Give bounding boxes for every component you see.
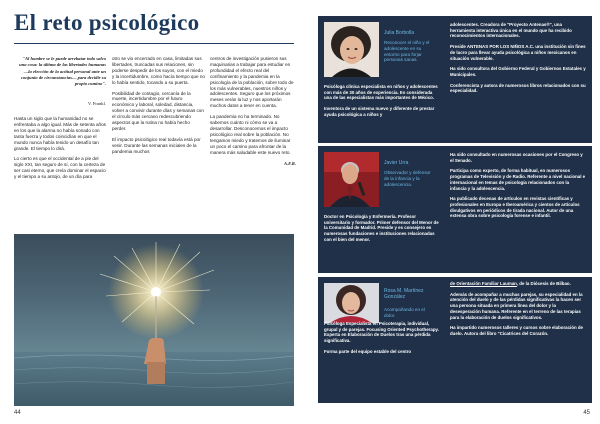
page-number-right: 45 [583,410,590,416]
bio-text-left [324,321,439,360]
bio-tagline: Reconocer el niño y el adolescente en su entorno para forjar personas sanas. [384,40,430,63]
article-column-2 [112,56,205,160]
paragraph: centros de investigación pusieron sus maquinarias a trabajar para estudiar en profundidad el efecto real del confinamiento y la pandemia en la psicología de la población, sobre todo de los más vulnerables, nuestros niños y adolescentes. Seguro que los próximos meses verán la luz y nos aportarán muchos datos a tener en cuenta. [210,56,294,109]
article-column-3 [210,56,296,171]
link-suffix: , de la Diócesis de Bilbao. [516,281,571,286]
paragraph: Hasta un siglo que la humanidad no se enfrentaba a algo igual. Más de setenta años en los que la alarma no había sonado con tanta fuerza y todos coincidían en que el mundo nunca había tenido un desafío tan grande. El tiempo lo dirá. [14,116,106,151]
paragraph [450,281,586,287]
paragraph: Posibilidad de contagio, cercanía de la muerte, incertidumbre por el futuro económico y laboral, soledad, distancia, volver a convivir durante días y semanas con el círculo más cercano redescubriendo aspectos que la rutina no había hecho perder. [112,90,204,131]
portrait-illustration [324,152,379,207]
portrait-illustration [324,283,379,323]
bio-card-javier-urra [318,146,592,273]
sparkler-hand-photo [14,234,294,406]
bio-name: Rosa M. Martínez González [384,288,424,300]
paragraph: Conferencista y autora de numerosos libros relacionados con su especialidad. [450,82,586,94]
paragraph: Ha impartido numerosos talleres y cursos sobre elaboración de duelo. Autora del libro "Cicatrices del Corazón. [450,325,583,336]
paragraph: Participa como experto, de forma habitual, en numerosos programas de Televisión y de Radio. Referente a nivel nacional e internacional en temas de psicología relacionados con la infancia y la adolescencia. [450,168,586,191]
bio-tagline: Observador y defensor de la infancia y la adolescencia. [384,170,431,187]
photo-illustration [14,234,294,406]
paragraph: Además de acompañar a muchas parejas, su especialidad en la atención del duelo y de las pérdidas significativas la hacen ser una persona situada en primera línea del dolor y la desesperación humana. Referente en el terreno de las terapias para la elaboración de duelos significativos. [450,291,583,320]
paragraph: Lo cierto es que el occidental de a pie del siglo XXI, tan seguro de sí, con la certeza de ser casi eterno, que creía dominar el espacio y el tiempo a su antojo, de un día para [14,156,106,180]
page-number-left: 44 [14,410,21,416]
portrait-rosa-martinez [324,283,379,323]
paragraph: Ha publicado decenas de artículos en revistas científicas y profesionales en Europa e Iberoamérica y cientos de artículos divulgativos en periódicos de tirada nacional. Autor de una extensa obra sobre psicología forense e infantil. [450,196,580,219]
paragraph: Inventora de un sistema nuevo y diferente de prestar ayuda psicológica a niños y [324,106,435,117]
portrait-illustration [324,22,379,77]
paragraph: otro se vio encerrado en casa, limitadas sus libertades, truncadas sus relaciones, sin poderse despedir de los suyos, con el miedo y la incertidumbre, como hacía tiempo que no lo había sentido, tocando a su puerta. [112,56,205,85]
paragraph: El impacto psicológico real todavía está por venir. Durante las semanas iniciales de la pandemia muchos [112,136,201,154]
bio-name: Julia Borbolla [384,30,415,36]
paragraph: Preside ANTENAS POR LOS NIÑOS A.C. una institución sin fines de lucro para llevar ayuda psicológica a niños mexicanos en situación vulnerable. [450,44,586,61]
article-signature: A.F.R. [283,160,296,166]
pull-quote: "Al hombre se le puede arrebatar todo salvo una cosa: la última de las libertades humanas —la elección de la actitud personal ante un conjunto de circunstancias— para decidir su propio camino". [19,56,106,87]
quote-author: V. Frankl. [87,101,106,106]
portrait-javier-urra [324,152,379,207]
institution-link[interactable]: de Orientación Familiar Lauman [450,281,517,286]
bio-text-right [450,281,586,342]
bio-text-left [324,214,439,248]
bio-text-left [324,84,439,123]
title-divider [14,43,294,44]
bio-card-rosa-martinez [318,277,592,403]
portrait-julia-borbolla [324,22,379,77]
bio-text-right [450,152,586,224]
article-column-1 [14,116,107,185]
paragraph: Doctor en Psicología y Enfermería. Profesor universitario y formador. Primer defensor del Menor de la Comunidad de Madrid. Preside y es consejero en numerosas fundaciones e instituciones relacionadas con el bien del menor. [324,214,439,242]
article-title: El reto psicológico [14,10,200,35]
bio-tagline: Acompañando en el dolor. [384,307,425,318]
bio-card-julia-borbolla [318,16,592,143]
paragraph: adolescentes. Creadora de "Proyecto Antenas®", una herramienta interactiva única en el mundo que ha recibido reconocimientos internacionales. [450,22,572,39]
paragraph: Ha sido consultado en numerosas ocasiones por el Congreso y el Senado. [450,152,583,163]
paragraph: Psicóloga clínica especialista en niños y adolescentes con más de 30 años de experiencia. Es considerada una de las especialistas más importantes de México. [324,84,438,101]
bio-name: Javier Urra [384,160,409,166]
paragraph: Forma parte del equipo estable del centro [324,348,412,354]
bio-text-right [450,22,586,99]
paragraph: Ha sido consultora del Gobierno Federal y Gobiernos Estatales y Municipales. [450,66,586,77]
paragraph: La pandemia no ha terminado. No sabemos cuánto ni cómo se va a desarrollar. Desconocemos el impacto psicológico real sobre la población. No tengamos miedo y tratemos de iluminar un poco el camino para afrontar de la manera más saludable este nuevo reto. [210,114,291,155]
paragraph: Psicóloga Especialista en Psicoterapia, individual, grupal y de parejas. Focusing Oriented Psychotherapy. Experta en Elaboración de Duelos tras una pérdida significativa. [324,321,439,344]
